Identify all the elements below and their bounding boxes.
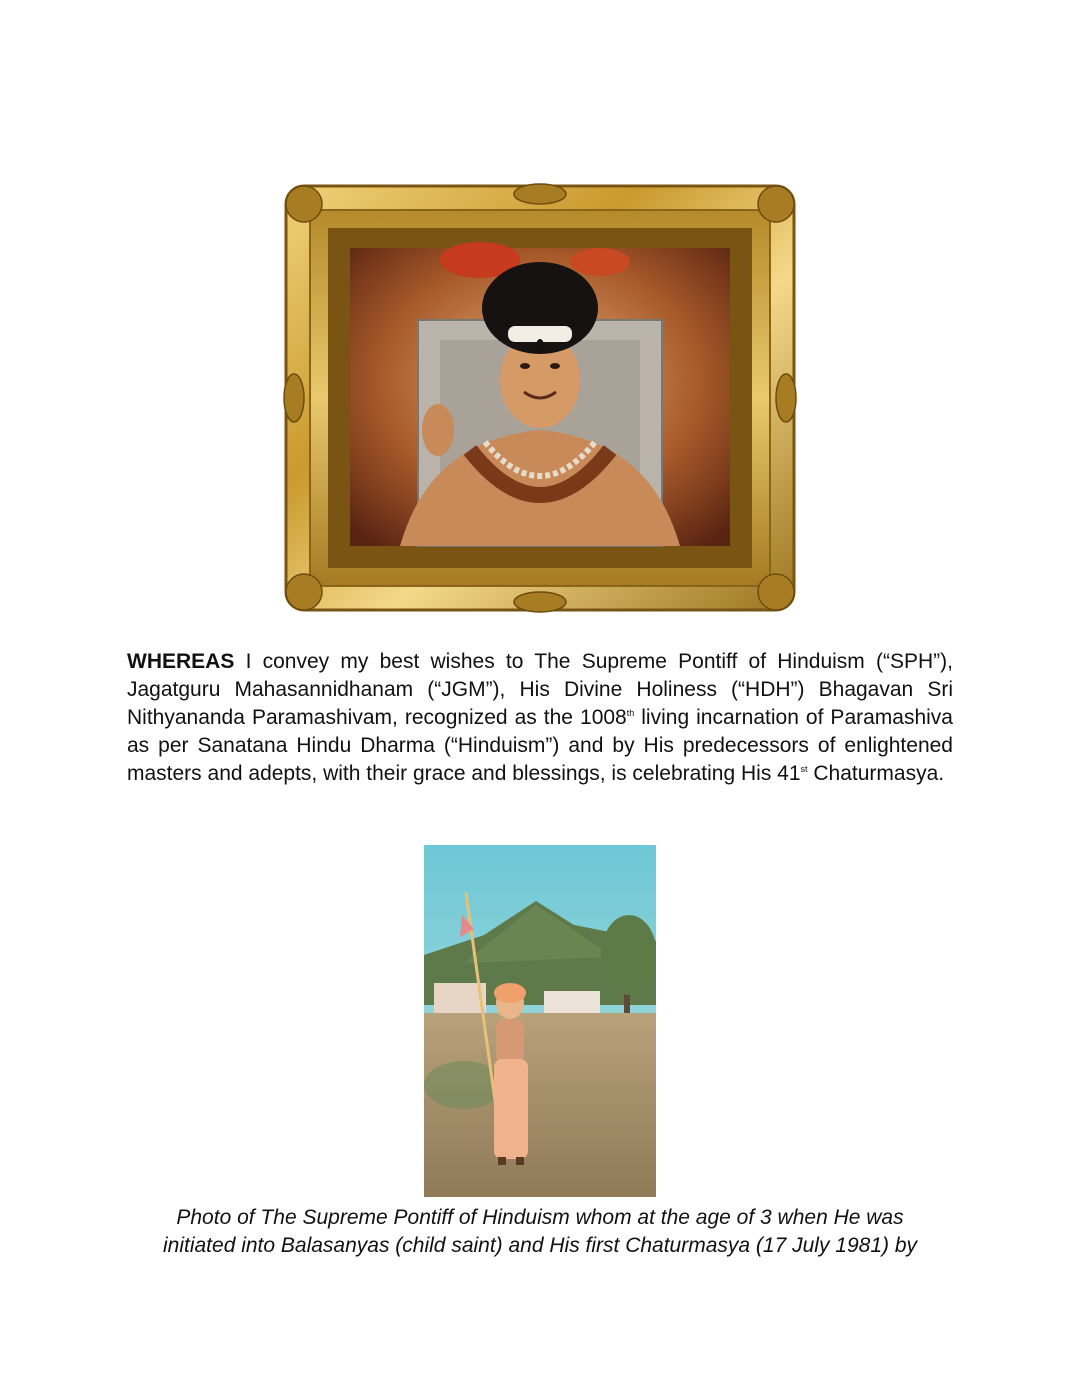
paragraph-text-2: living incarnation of Paramashiva as per Sanatana Hindu Dharma (“Hinduism”) and by His predecessors of enlightened masters and adepts, with their grace and blessings, is celebrating His 41: [127, 706, 953, 785]
ordinal-suffix-th: th: [626, 708, 635, 718]
paragraph-text-1: I convey my best wishes to The Supreme Pontiff of Hinduism (“SPH”), Jagatguru Mahasannidhanam (“JGM”), His Divine Holiness (“HDH”) Bhagavan Sri Nithyananda Paramashivam, recognized as the 1008: [127, 650, 953, 729]
paragraph-text-3: Chaturmasya.: [807, 762, 945, 785]
child-photo-image: [424, 845, 656, 1197]
caption-line-1: Photo of The Supreme Pontiff of Hinduism whom at the age of 3 when He was: [176, 1206, 904, 1229]
whereas-heading: WHEREAS: [127, 650, 235, 673]
caption-line-2: initiated into Balasanyas (child saint) and His first Chaturmasya (17 July 1981) by: [162, 1234, 918, 1257]
portrait-image: [280, 180, 800, 616]
photo-caption: [100, 1204, 980, 1260]
framed-portrait: [280, 180, 800, 616]
child-photo: [424, 845, 656, 1197]
whereas-paragraph: [127, 648, 953, 788]
ordinal-suffix-st: st: [800, 764, 808, 774]
